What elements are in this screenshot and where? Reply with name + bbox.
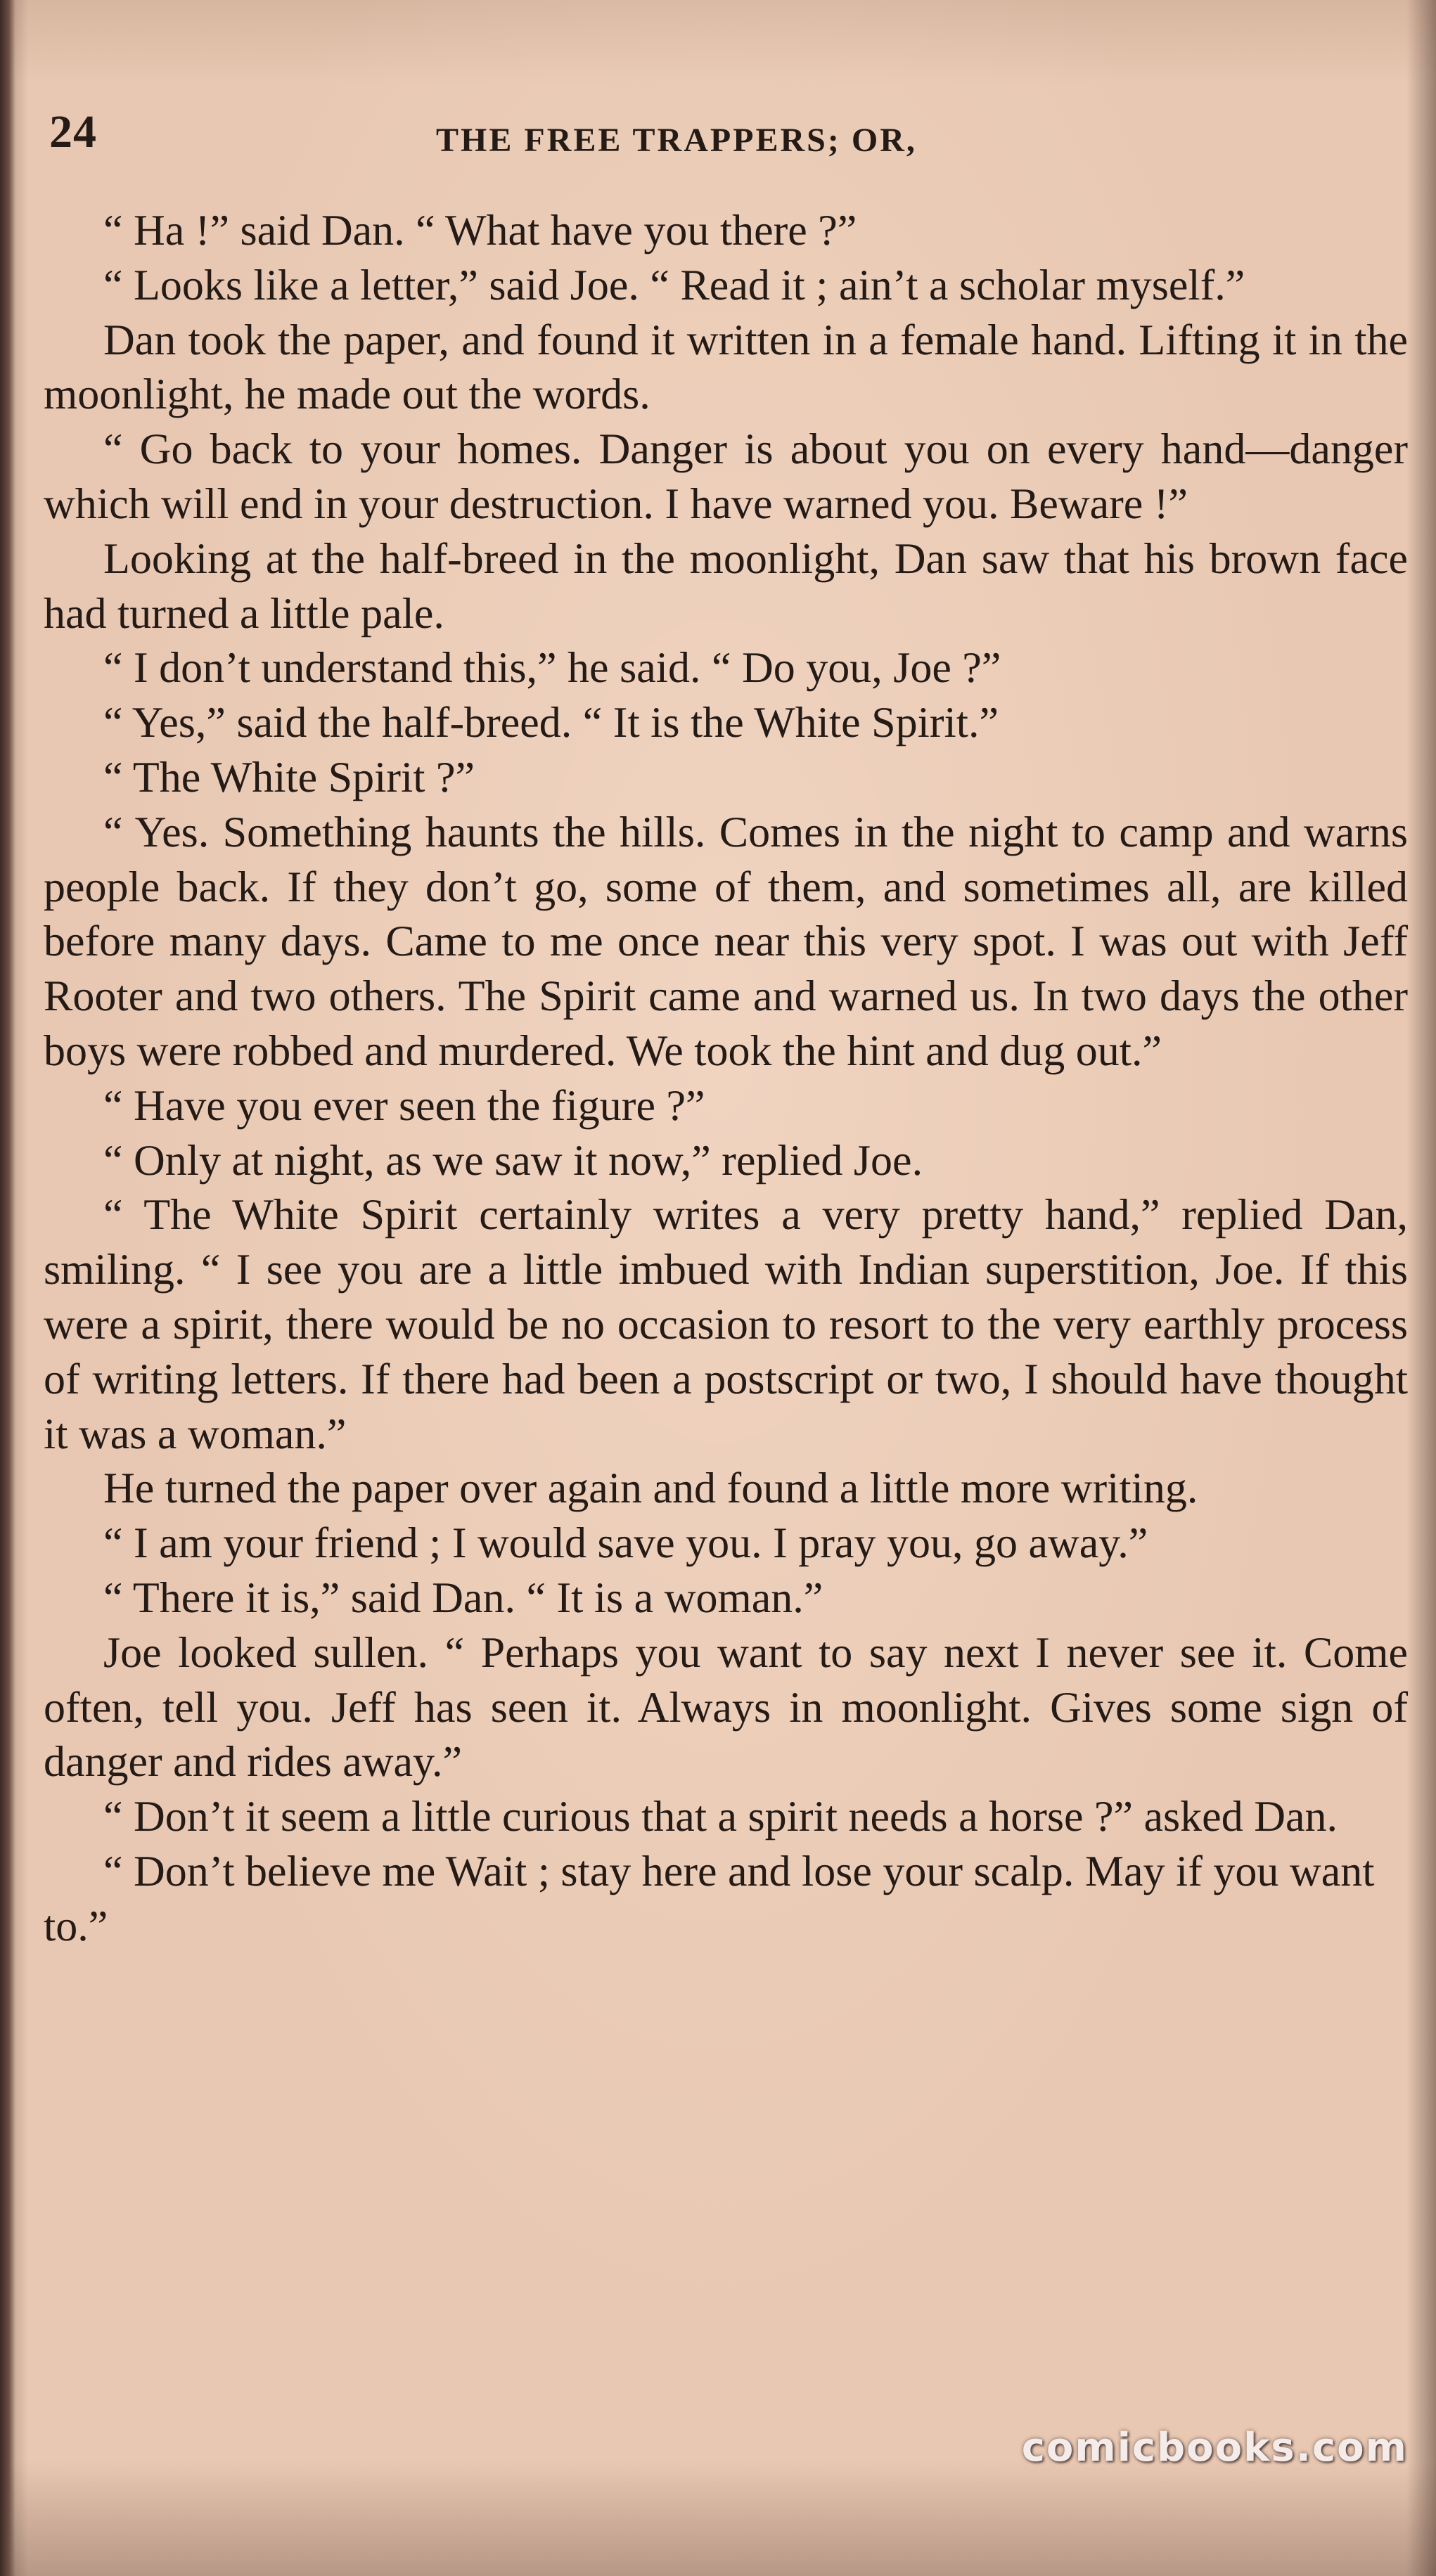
paragraph: “ Yes. Something haunts the hills. Comes in the night to camp and warns people back. If they don’t go, some of them, and sometimes all, are killed before many days. Came to me once near this very spot. I was out with Jeff Rooter and two others. The Spirit came and warned us. In two days the other boys were robbed and murdered. We took the hint and dug out.” <box>44 808 1408 1075</box>
paragraph: Looking at the half-breed in the moonlight, Dan saw that his brown face had turned a little pale. <box>44 534 1408 638</box>
body-text <box>44 204 1408 1954</box>
page-binding-edge <box>0 0 15 2576</box>
page-header <box>49 105 1406 162</box>
paragraph: “ Ha !” said Dan. “ What have you there ?” <box>103 207 857 255</box>
paragraph: “ There it is,” said Dan. “ It is a woman.” <box>103 1573 823 1622</box>
paragraph: “ I am your friend ; I would save you. I pray you, go away.” <box>103 1519 1148 1568</box>
paragraph: “ Yes,” said the half-breed. “ It is the White Spirit.” <box>103 699 999 747</box>
paragraph: “ Looks like a letter,” said Joe. “ Read it ; ain’t a scholar myself.” <box>103 261 1245 309</box>
paragraph: “ Have you ever seen the figure ?” <box>103 1081 705 1130</box>
paragraph: “ The White Spirit ?” <box>103 753 475 801</box>
paragraph: “ The White Spirit certainly writes a very pretty hand,” replied Dan, smiling. “ I see you are a little imbued with Indian superstition, Joe. If this were a spirit, there would be no occasion to resort to the very earthly process of writing letters. If there had been a postscript or two, I should have thought it was a woman.” <box>44 1191 1408 1458</box>
paragraph: “ Only at night, as we saw it now,” replied Joe. <box>103 1136 923 1185</box>
watermark-logo: comicbooks.com <box>1021 2425 1408 2471</box>
running-head: THE FREE TRAPPERS; OR, <box>436 122 917 159</box>
paragraph: Joe looked sullen. “ Perhaps you want to say next I never see it. Come often, tell you. Jeff has seen it. Always in moonlight. Gives some sign of danger and rides away.” <box>44 1628 1408 1786</box>
page-number: 24 <box>49 106 97 157</box>
paragraph: “ Go back to your homes. Danger is about you on every hand—danger which will end in your destruction. I have warned you. Beware !” <box>44 425 1408 528</box>
paragraph: “ Don’t believe me Wait ; stay here and lose your scalp. May if you want to.” <box>44 1847 1375 1950</box>
paragraph: “ Don’t it seem a little curious that a spirit needs a horse ?” asked Dan. <box>103 1793 1338 1841</box>
paragraph: He turned the paper over again and found a little more writing. <box>103 1464 1198 1513</box>
paragraph: “ I don’t understand this,” he said. “ Do you, Joe ?” <box>103 644 1001 693</box>
paragraph: Dan took the paper, and found it written in a female hand. Lifting it in the moonlight, he made out the words. <box>44 316 1408 419</box>
